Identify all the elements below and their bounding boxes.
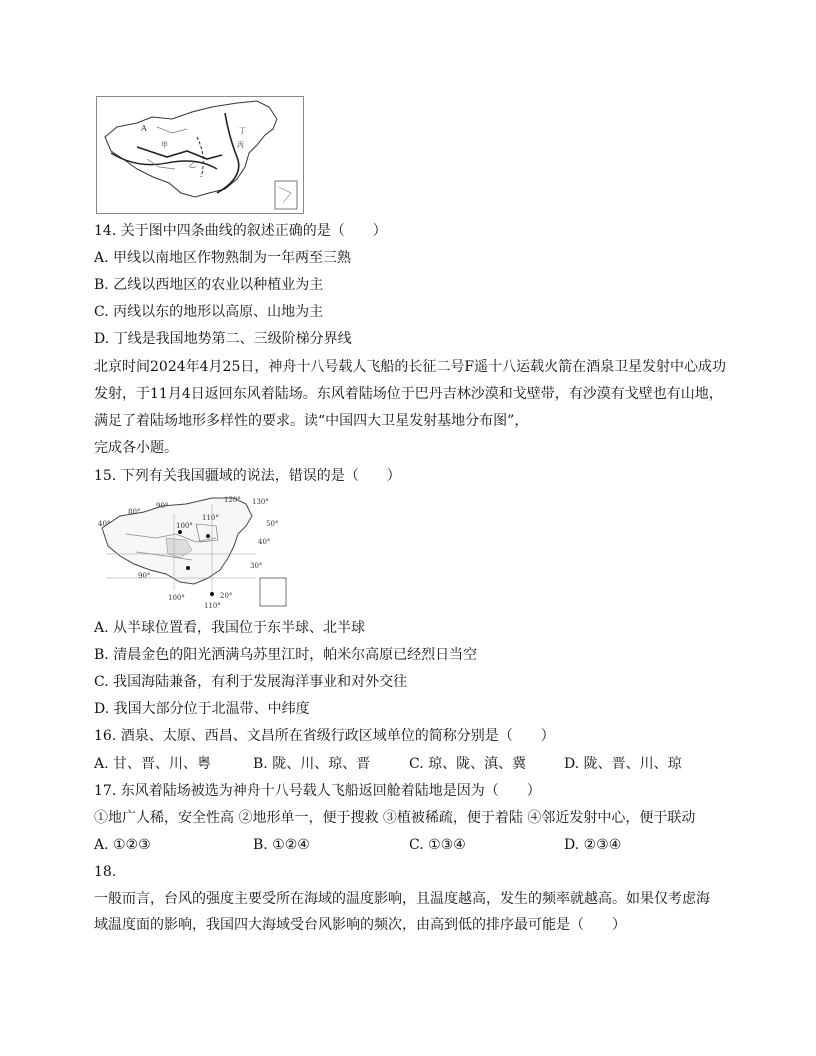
q14-option-d: D. 丁线是我国地势第二、三级阶梯分界线	[94, 331, 352, 347]
q18-text: 一般而言，台风的强度主要受所在海域的温度影响，且温度越高，发生的频率就越高。如果仅考虑海	[94, 891, 710, 907]
q17-option-a: A. ①②③	[94, 837, 151, 853]
map2-label: 80°	[128, 508, 141, 516]
passage-line: 北京时间2024年4月25日，神舟十八号载人飞船的长征二号F遥十八运载火箭在酒泉卫星发射中心成功	[94, 359, 727, 375]
q15-stem: 15. 下列有关我国疆域的说法，错误的是（ ）	[94, 468, 401, 484]
map2-label: 120°	[224, 496, 241, 504]
q17-option-b: B. ①②④	[253, 837, 310, 853]
map2-label: 30°	[250, 562, 263, 570]
q16-option-a: A. 甘、晋、川、粤	[94, 756, 212, 772]
q18-number: 18.	[94, 864, 117, 880]
map1-label-yi: 乙	[189, 161, 196, 169]
q18-text: 域温度面的影响，我国四大海域受台风影响的频次，由高到低的排序最可能是（ ）	[94, 917, 626, 933]
map2-label: 40°	[98, 520, 111, 528]
map2-label: 50°	[266, 520, 279, 528]
china-curves-map	[96, 96, 304, 214]
map1-label-bing: 丙	[237, 141, 244, 149]
q16-options	[94, 754, 734, 774]
q16-option-c: C. 琼、陇、滇、冀	[409, 756, 527, 772]
q16-option-b: B. 陇、川、琼、晋	[253, 756, 371, 772]
map2-label: 90°	[138, 572, 151, 580]
q17-option-d: D. ②③④	[564, 837, 622, 853]
q16-option-d: D. 陇、晋、川、琼	[564, 756, 682, 772]
passage-line: 完成各小题。	[94, 440, 178, 456]
q15-option-b: B. 清晨金色的阳光洒满乌苏里江时，帕米尔高原已经烈日当空	[94, 647, 478, 663]
q15-option-a: A. 从半球位置看，我国位于东半球、北半球	[94, 620, 366, 636]
q14-option-c: C. 丙线以东的地形以高原、山地为主	[94, 304, 324, 320]
china-curves-map-drawing	[97, 97, 303, 213]
q17-stem: 17. 东风着陆场被选为神舟十八号载人飞船返回舱着陆地是因为（ ）	[94, 783, 541, 799]
map1-label-jia: 甲	[161, 141, 168, 149]
q15-option-c: C. 我国海陆兼备，有利于发展海洋事业和对外交往	[94, 674, 408, 690]
q14-option-b: B. 乙线以西地区的农业以种植业为主	[94, 277, 324, 293]
map1-label-ding: 丁	[239, 127, 246, 135]
map2-label: 110°	[204, 602, 221, 610]
passage-line: 发射，于11月4日返回东风着陆场。东风着陆场位于巴丹吉林沙漠和戈壁带，有沙漠有戈壁也有山地，	[94, 386, 723, 402]
q17-statements: ①地广人稀，安全性高 ②地形单一，便于搜救 ③植被稀疏，便于着陆 ④邻近发射中心，便于联动	[94, 810, 696, 826]
map2-label: 20°	[220, 592, 233, 600]
map2-label: 40°	[258, 538, 271, 546]
map2-label: 100°	[176, 522, 193, 530]
satellite-launch-base-drawing	[96, 494, 292, 610]
map2-label: 110°	[202, 514, 219, 522]
map1-label-a: A	[141, 124, 147, 133]
q17-option-c: C. ①③④	[409, 837, 466, 853]
map2-label: 130°	[252, 498, 269, 506]
map2-label: 100°	[168, 594, 185, 602]
q14-stem: 14. 关于图中四条曲线的叙述正确的是（ ）	[94, 223, 387, 239]
map2-label: 90°	[156, 502, 169, 510]
satellite-launch-base-map	[96, 494, 292, 610]
passage-line: 满足了着陆场地形多样性的要求。读“中国四大卫星发射基地分布图”，	[94, 413, 529, 429]
q15-option-d: D. 我国大部分位于北温带、中纬度	[94, 701, 310, 717]
q14-option-a: A. 甲线以南地区作物熟制为一年两至三熟	[94, 250, 352, 266]
q17-options	[94, 835, 734, 855]
q16-stem: 16. 酒泉、太原、西昌、文昌所在省级行政区域单位的简称分别是（ ）	[94, 728, 555, 744]
